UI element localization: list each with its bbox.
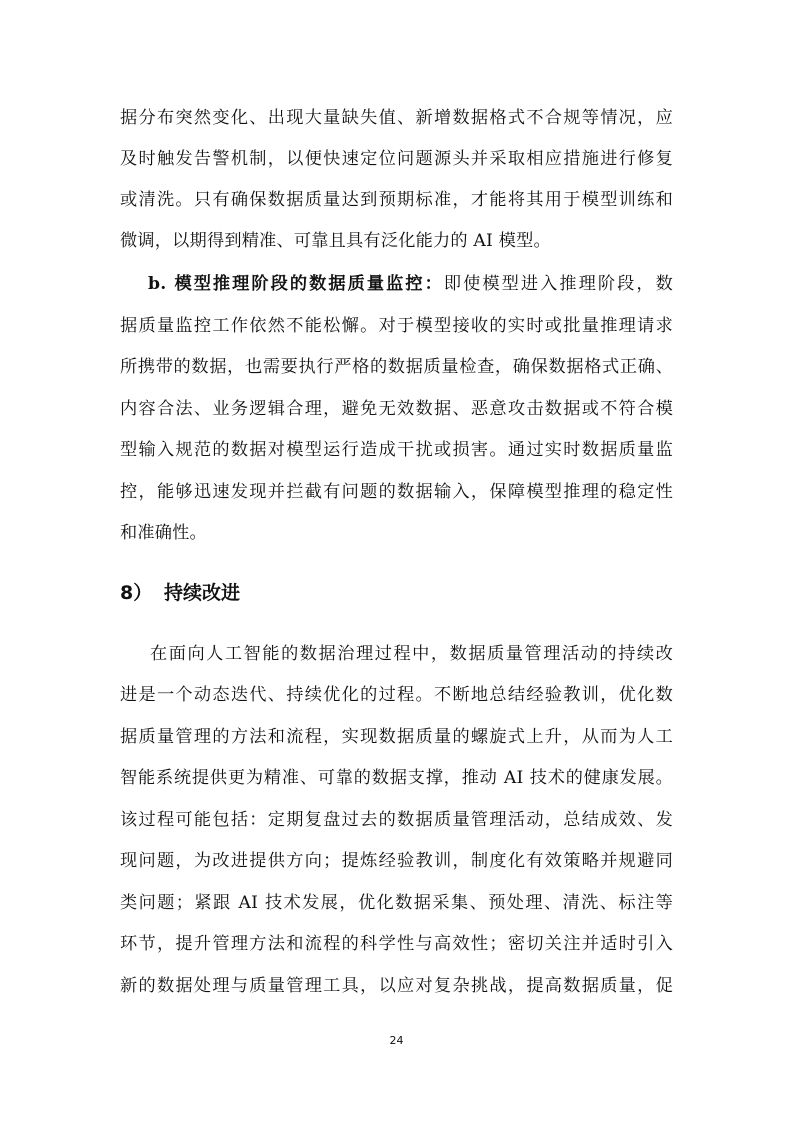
paragraph-b-line-3: 所携带的数据，也需要执行严格的数据质量检查，确保数据格式正确、 xyxy=(120,357,673,377)
paragraph-b-line-1 xyxy=(148,273,673,295)
paragraph-b-line-5: 型输入规范的数据对模型运行造成干扰或损害。通过实时数据质量监 xyxy=(120,440,673,460)
paragraph-c-line-9: 新的数据处理与质量管理工具，以应对复杂挑战，提高数据质量，促 xyxy=(120,976,673,996)
paragraph-b-label: b. 模型推理阶段的数据质量监控： xyxy=(148,274,444,294)
paragraph-a-line-1: 据分布突然变化、出现大量缺失值、新增数据格式不合规等情况，应 xyxy=(120,108,673,128)
paragraph-b-first-line-rest: 即使模型进入推理阶段，数 xyxy=(443,274,674,294)
paragraph-c-line-7: 类问题；紧跟 AI 技术发展，优化数据采集、预处理、清洗、标注等 xyxy=(120,893,673,913)
section-title: 持续改进 xyxy=(164,582,241,604)
paragraph-a-line-2: 及时触发告警机制，以便快速定位问题源头并采取相应措施进行修复 xyxy=(120,149,673,169)
paragraph-a-line-3: 或清洗。只有确保数据质量达到预期标准，才能将其用于模型训练和 xyxy=(120,190,673,210)
page-number: 24 xyxy=(389,1034,404,1047)
paragraph-a-line-4: 微调，以期得到精准、可靠且具有泛化能力的 AI 模型。 xyxy=(120,231,551,251)
paragraph-c-line-6: 现问题，为改进提供方向；提炼经验教训，制度化有效策略并规避同 xyxy=(120,851,673,871)
section-number: 8） xyxy=(120,582,153,604)
section-heading xyxy=(120,581,240,605)
paragraph-b-line-7: 和准确性。 xyxy=(120,523,207,543)
paragraph-c-line-8: 环节，提升管理方法和流程的科学性与高效性；密切关注并适时引入 xyxy=(120,934,673,954)
paragraph-b-line-6: 控，能够迅速发现并拦截有问题的数据输入，保障模型推理的稳定性 xyxy=(120,482,673,502)
paragraph-b-line-2: 据质量监控工作依然不能松懈。对于模型接收的实时或批量推理请求 xyxy=(120,316,673,336)
paragraph-c-line-2: 进是一个动态迭代、持续优化的过程。不断地总结经验教训，优化数 xyxy=(120,685,673,705)
paragraph-c-line-1: 在面向人工智能的数据治理过程中，数据质量管理活动的持续改 xyxy=(150,644,673,664)
paragraph-b-line-4: 内容合法、业务逻辑合理，避免无效数据、恶意攻击数据或不符合模 xyxy=(120,399,673,419)
paragraph-c-line-5: 该过程可能包括：定期复盘过去的数据质量管理活动，总结成效、发 xyxy=(120,810,673,830)
paragraph-c-line-4: 智能系统提供更为精准、可靠的数据支撑，推动 AI 技术的健康发展。 xyxy=(120,768,673,788)
paragraph-c-line-3: 据质量管理的方法和流程，实现数据质量的螺旋式上升，从而为人工 xyxy=(120,727,673,747)
